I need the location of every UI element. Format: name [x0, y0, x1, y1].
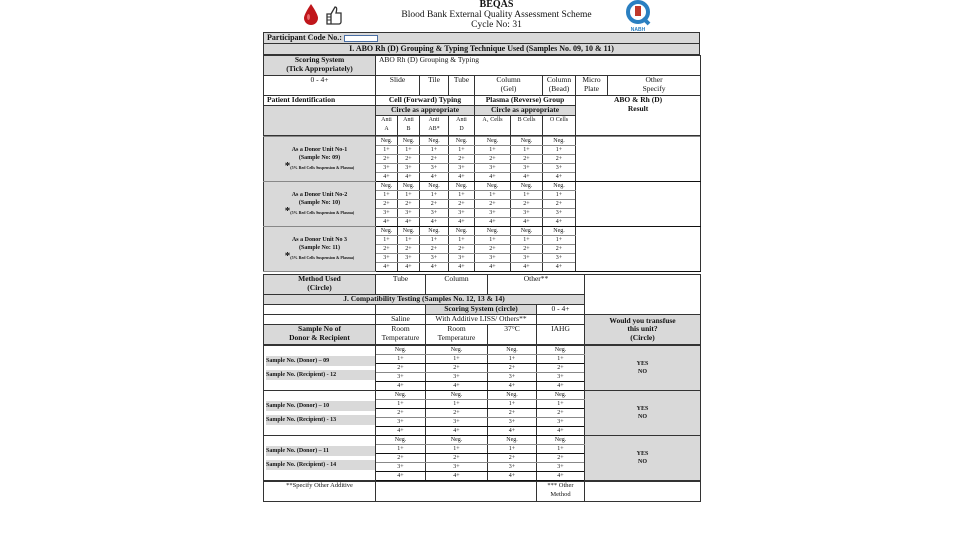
- reagent-anti-b: Anti B: [398, 116, 420, 136]
- compat-grade-option[interactable]: Neg.: [376, 436, 426, 445]
- grade-option[interactable]: 4+: [398, 218, 420, 227]
- beqas-form-page: [263, 0, 700, 540]
- grade-option[interactable]: 4+: [543, 263, 576, 272]
- grade-option[interactable]: 1+: [543, 236, 576, 245]
- method-other[interactable]: Other**: [488, 275, 585, 295]
- reagent-anti-ab: Anti AB*: [420, 116, 449, 136]
- method-used-table: [263, 274, 701, 345]
- grade-option[interactable]: 3+: [475, 209, 511, 218]
- blank-cell: [264, 305, 376, 315]
- compat-grade-option[interactable]: 2+: [537, 364, 585, 373]
- technique-slide[interactable]: Slide: [376, 76, 420, 96]
- abo-rh-result-cell[interactable]: [576, 137, 701, 182]
- compatibility-table: [263, 345, 701, 481]
- grade-option[interactable]: 4+: [475, 263, 511, 272]
- grade-option[interactable]: 1+: [543, 191, 576, 200]
- compat-grade-row: [264, 391, 701, 400]
- grade-option[interactable]: 3+: [376, 164, 398, 173]
- grade-option[interactable]: 1+: [376, 191, 398, 200]
- sample-pair-label: Sample No. (Donor) – 10 Sample No. (Recipient) - 13: [264, 391, 376, 436]
- compat-grade-option[interactable]: 4+: [376, 382, 426, 391]
- grade-option[interactable]: 1+: [398, 191, 420, 200]
- grade-option[interactable]: Neg.: [511, 227, 543, 236]
- technique-other-specify[interactable]: Other Specify: [608, 76, 701, 96]
- compat-grade-option[interactable]: 4+: [537, 427, 585, 436]
- grade-option[interactable]: 4+: [376, 173, 398, 182]
- donor-unit-label: As a Donor Unit No-2 (Sample No: 10) *(5% Red Cells Suspension & Plasma): [264, 182, 376, 227]
- grade-option[interactable]: 4+: [511, 173, 543, 182]
- grade-option[interactable]: 1+: [420, 191, 449, 200]
- grade-option[interactable]: 4+: [475, 173, 511, 182]
- reagent-anti-d: Anti D: [449, 116, 475, 136]
- compat-grade-option[interactable]: 1+: [537, 355, 585, 364]
- grade-option[interactable]: 2+: [398, 200, 420, 209]
- participant-code-label: Participant Code No.:: [267, 33, 342, 42]
- grade-option[interactable]: 2+: [398, 245, 420, 254]
- grade-option[interactable]: 4+: [420, 218, 449, 227]
- reagent-a1-cells: A₁ Cells: [475, 116, 511, 136]
- grade-option[interactable]: 4+: [398, 173, 420, 182]
- technique-tube[interactable]: Tube: [449, 76, 475, 96]
- donor-grade-row: [264, 182, 701, 191]
- compat-grade-option[interactable]: 1+: [426, 400, 488, 409]
- col-37c: 37°C: [488, 325, 537, 345]
- grade-option[interactable]: 1+: [449, 191, 475, 200]
- grade-option[interactable]: Neg.: [475, 182, 511, 191]
- compat-grade-option[interactable]: 2+: [376, 409, 426, 418]
- compat-grade-option[interactable]: 3+: [426, 373, 488, 382]
- donor-grade-row: [264, 227, 701, 236]
- patient-id-blank: [264, 106, 376, 136]
- compat-grade-option[interactable]: 1+: [426, 445, 488, 454]
- grade-option[interactable]: 1+: [511, 191, 543, 200]
- compat-grade-option[interactable]: 3+: [426, 418, 488, 427]
- grade-option[interactable]: Neg.: [398, 137, 420, 146]
- compat-grade-option[interactable]: 2+: [488, 409, 537, 418]
- compat-grade-option[interactable]: 4+: [537, 382, 585, 391]
- compat-grade-option[interactable]: 4+: [376, 472, 426, 481]
- grade-option[interactable]: 4+: [449, 263, 475, 272]
- grade-option[interactable]: 3+: [398, 209, 420, 218]
- grade-option[interactable]: Neg.: [398, 227, 420, 236]
- compat-grade-option[interactable]: 2+: [537, 454, 585, 463]
- compat-grade-option[interactable]: 3+: [426, 463, 488, 472]
- specify-other-additive: **Specify Other Additive: [264, 482, 376, 502]
- grade-option[interactable]: Neg.: [511, 182, 543, 191]
- compat-grade-option[interactable]: 2+: [488, 454, 537, 463]
- grade-option[interactable]: Neg.: [420, 227, 449, 236]
- grade-option[interactable]: Neg.: [420, 182, 449, 191]
- compat-grade-option[interactable]: Neg.: [426, 391, 488, 400]
- grade-option[interactable]: Neg.: [376, 182, 398, 191]
- method-used-label: Method Used (Circle): [264, 275, 376, 295]
- grade-option[interactable]: 3+: [449, 254, 475, 263]
- transfuse-yes-no[interactable]: YES NO: [585, 346, 701, 391]
- compat-grade-option[interactable]: 3+: [537, 463, 585, 472]
- grade-option[interactable]: 1+: [420, 146, 449, 155]
- technique-column-bead[interactable]: Column (Bead): [543, 76, 576, 96]
- compat-grade-option[interactable]: 1+: [537, 445, 585, 454]
- grade-option[interactable]: 2+: [449, 245, 475, 254]
- compat-grade-option[interactable]: 3+: [376, 373, 426, 382]
- grade-option[interactable]: 2+: [376, 200, 398, 209]
- form-title: BEQAS: [479, 0, 514, 10]
- grade-option[interactable]: Neg.: [543, 137, 576, 146]
- col-additive-room-temp: Room Temperature: [426, 325, 488, 345]
- compat-grade-option[interactable]: 4+: [426, 472, 488, 481]
- grade-option[interactable]: Neg.: [449, 227, 475, 236]
- thumbs-up-icon: [325, 5, 343, 25]
- grade-option[interactable]: 1+: [475, 191, 511, 200]
- abo-grouping-table: [263, 55, 701, 136]
- grade-option[interactable]: 1+: [475, 236, 511, 245]
- grade-option[interactable]: 2+: [543, 200, 576, 209]
- compat-grade-option[interactable]: 2+: [426, 364, 488, 373]
- grade-option[interactable]: 1+: [420, 236, 449, 245]
- compat-grade-option[interactable]: 1+: [537, 400, 585, 409]
- grade-option[interactable]: 3+: [475, 164, 511, 173]
- compat-grade-option[interactable]: 2+: [426, 454, 488, 463]
- compat-grade-option[interactable]: 1+: [488, 400, 537, 409]
- col-iahg: IAHG: [537, 325, 585, 345]
- participant-code-row: [263, 32, 700, 44]
- compat-grade-option[interactable]: 4+: [488, 382, 537, 391]
- form-header: [263, 0, 700, 32]
- grade-option[interactable]: 2+: [511, 155, 543, 164]
- grade-option[interactable]: 4+: [376, 263, 398, 272]
- sample-pair-label: Sample No. (Donor) – 11 Sample No. (Recipient) - 14: [264, 436, 376, 481]
- compat-grade-option[interactable]: 2+: [537, 409, 585, 418]
- transfuse-yes-no[interactable]: YES NO: [585, 436, 701, 481]
- compat-grade-option[interactable]: Neg.: [376, 346, 426, 355]
- compat-grade-option[interactable]: Neg.: [537, 346, 585, 355]
- grade-option[interactable]: 2+: [511, 245, 543, 254]
- grade-option[interactable]: 3+: [376, 209, 398, 218]
- other-method-label: *** Other Method: [537, 482, 585, 502]
- blank-cell: [264, 315, 376, 325]
- grade-option[interactable]: 3+: [398, 254, 420, 263]
- patient-identification-header: Patient Identification: [264, 96, 376, 106]
- abo-rh-result-cell[interactable]: [576, 227, 701, 272]
- grade-option[interactable]: 2+: [543, 155, 576, 164]
- compat-grade-row: [264, 346, 701, 355]
- saline-label: Saline: [376, 315, 426, 325]
- blank-cell: [585, 305, 701, 315]
- technique-micro-plate[interactable]: Micro Plate: [576, 76, 608, 96]
- compat-grade-option[interactable]: 4+: [426, 382, 488, 391]
- grade-option[interactable]: 3+: [475, 254, 511, 263]
- compat-grade-option[interactable]: Neg.: [488, 436, 537, 445]
- grade-option[interactable]: 1+: [475, 146, 511, 155]
- transfuse-header: Would you transfuse this unit? (Circle): [585, 315, 701, 345]
- compat-grade-option[interactable]: 4+: [488, 472, 537, 481]
- grade-option[interactable]: 2+: [398, 155, 420, 164]
- blood-drop-icon: [303, 4, 319, 26]
- grade-option[interactable]: 1+: [449, 146, 475, 155]
- grade-option[interactable]: 1+: [449, 236, 475, 245]
- method-tube[interactable]: Tube: [376, 275, 426, 295]
- reagent-b-cells: B Cells: [511, 116, 543, 136]
- grade-option[interactable]: Neg.: [420, 137, 449, 146]
- grade-option[interactable]: 4+: [398, 263, 420, 272]
- form-subtitle: Blood Bank External Quality Assessment Scheme: [401, 10, 592, 20]
- grade-option[interactable]: 1+: [376, 146, 398, 155]
- compat-grade-option[interactable]: 3+: [376, 463, 426, 472]
- section-j-title: J. Compatibility Testing (Samples No. 12, 13 & 14): [264, 295, 585, 305]
- grade-option[interactable]: 2+: [420, 155, 449, 164]
- blank-cell: [537, 315, 585, 325]
- grade-option[interactable]: Neg.: [449, 182, 475, 191]
- abo-rh-result-cell[interactable]: [576, 182, 701, 227]
- grade-option[interactable]: 4+: [420, 263, 449, 272]
- grade-option[interactable]: 2+: [475, 245, 511, 254]
- compat-grade-option[interactable]: 2+: [376, 454, 426, 463]
- compat-grade-option[interactable]: 2+: [426, 409, 488, 418]
- form-titles: [373, 0, 620, 30]
- scoring-system-value: ABO Rh (D) Grouping & Typing: [376, 56, 701, 76]
- compat-grade-option[interactable]: 2+: [376, 364, 426, 373]
- grade-option[interactable]: 2+: [420, 245, 449, 254]
- grade-option[interactable]: Neg.: [398, 182, 420, 191]
- compat-grade-row: [264, 436, 701, 445]
- grade-option[interactable]: 3+: [420, 209, 449, 218]
- grade-option[interactable]: 2+: [543, 245, 576, 254]
- abo-rh-result-header: ABO & Rh (D) Result: [576, 96, 701, 136]
- grade-option[interactable]: 3+: [376, 254, 398, 263]
- compat-grade-option[interactable]: 1+: [376, 400, 426, 409]
- grade-option[interactable]: 3+: [543, 209, 576, 218]
- grade-option[interactable]: 3+: [420, 254, 449, 263]
- compat-grade-option[interactable]: 3+: [488, 373, 537, 382]
- grade-option[interactable]: 4+: [449, 173, 475, 182]
- compat-grade-option[interactable]: Neg.: [376, 391, 426, 400]
- grade-option[interactable]: Neg.: [543, 182, 576, 191]
- nabh-logo-icon: [623, 0, 653, 32]
- grade-option[interactable]: 2+: [376, 245, 398, 254]
- scoring-system-circle-label: Scoring System (circle): [426, 305, 537, 315]
- sample-pair-label: Sample No. (Donor) – 09 Sample No. (Recipient) - 12: [264, 346, 376, 391]
- donor-unit-label: As a Donor Unit No-1 (Sample No: 09) *(5% Red Cells Suspension & Plasma): [264, 137, 376, 182]
- grade-option[interactable]: Neg.: [376, 227, 398, 236]
- grade-option[interactable]: 4+: [511, 263, 543, 272]
- grade-option[interactable]: 1+: [511, 146, 543, 155]
- grade-option[interactable]: 4+: [420, 173, 449, 182]
- grade-option[interactable]: 3+: [449, 164, 475, 173]
- cell-forward-typing-header: Cell (Forward) Typing: [376, 96, 475, 106]
- plasma-reverse-group-header: Plasma (Reverse) Group: [475, 96, 576, 106]
- plasma-circle-note: Circle as appropriate: [475, 106, 576, 116]
- compat-grade-option[interactable]: 1+: [488, 445, 537, 454]
- grade-option[interactable]: 3+: [543, 254, 576, 263]
- compat-grade-option[interactable]: 1+: [376, 355, 426, 364]
- reagent-o-cells: O Cells: [543, 116, 576, 136]
- footer-table: [263, 481, 701, 502]
- compat-grade-option[interactable]: 1+: [376, 445, 426, 454]
- compat-grade-option[interactable]: Neg.: [537, 391, 585, 400]
- grade-option[interactable]: 3+: [511, 254, 543, 263]
- cell-circle-note: Circle as appropriate: [376, 106, 475, 116]
- col-saline-room-temp: Room Temperature: [376, 325, 426, 345]
- blank-cell: [376, 305, 426, 315]
- donor-grade-row: [264, 137, 701, 146]
- grade-option[interactable]: Neg.: [543, 227, 576, 236]
- svg-text:NABH: NABH: [630, 27, 646, 32]
- grade-option[interactable]: 2+: [475, 200, 511, 209]
- compat-grade-option[interactable]: 3+: [537, 373, 585, 382]
- blank-cell: [585, 275, 701, 305]
- method-column[interactable]: Column: [426, 275, 488, 295]
- grade-option[interactable]: 3+: [543, 164, 576, 173]
- grade-option[interactable]: 4+: [449, 218, 475, 227]
- grade-option[interactable]: 2+: [420, 200, 449, 209]
- reagent-anti-a: Anti A: [376, 116, 398, 136]
- technique-column-gel[interactable]: Column (Gel): [475, 76, 543, 96]
- additive-label: With Additive LISS/ Others**: [426, 315, 537, 325]
- grade-option[interactable]: 1+: [398, 146, 420, 155]
- grade-option[interactable]: 1+: [511, 236, 543, 245]
- grade-option[interactable]: 2+: [511, 200, 543, 209]
- transfuse-yes-no[interactable]: YES NO: [585, 391, 701, 436]
- compat-grade-option[interactable]: 1+: [488, 355, 537, 364]
- compat-grade-option[interactable]: 1+: [426, 355, 488, 364]
- compat-grade-option[interactable]: Neg.: [426, 436, 488, 445]
- grade-option[interactable]: Neg.: [475, 137, 511, 146]
- compat-grade-option[interactable]: 4+: [426, 427, 488, 436]
- technique-tile[interactable]: Tile: [420, 76, 449, 96]
- other-method-input[interactable]: [585, 482, 701, 502]
- compat-grade-option[interactable]: Neg.: [426, 346, 488, 355]
- donor-unit-label: As a Donor Unit No 3 (Sample No: 11) *(5% Red Cells Suspension & Plasma): [264, 227, 376, 272]
- scoring-scale-j[interactable]: 0 - 4+: [537, 305, 585, 315]
- participant-code-input[interactable]: [344, 35, 378, 42]
- grade-option[interactable]: 4+: [543, 218, 576, 227]
- grade-option[interactable]: 1+: [376, 236, 398, 245]
- cycle-number: Cycle No: 31: [471, 20, 522, 30]
- grade-option[interactable]: Neg.: [376, 137, 398, 146]
- donor-scoring-table: [263, 136, 701, 272]
- compat-grade-option[interactable]: 4+: [488, 427, 537, 436]
- grade-option[interactable]: 3+: [398, 164, 420, 173]
- grade-option[interactable]: Neg.: [475, 227, 511, 236]
- scoring-scale: 0 - 4+: [264, 76, 376, 96]
- grade-option[interactable]: 3+: [449, 209, 475, 218]
- compat-grade-option[interactable]: 2+: [488, 364, 537, 373]
- grade-option[interactable]: 4+: [376, 218, 398, 227]
- grade-option[interactable]: 3+: [420, 164, 449, 173]
- section-i-title: I. ABO Rh (D) Grouping & Typing Technique Used (Samples No. 09, 10 & 11): [263, 44, 700, 55]
- grade-option[interactable]: 4+: [511, 218, 543, 227]
- grade-option[interactable]: 4+: [475, 218, 511, 227]
- scoring-system-label: Scoring System (Tick Appropriately): [264, 56, 376, 76]
- grade-option[interactable]: 1+: [543, 146, 576, 155]
- compat-grade-option[interactable]: Neg.: [488, 346, 537, 355]
- compat-grade-option[interactable]: 3+: [376, 418, 426, 427]
- sample-no-header: Sample No of Donor & Recipient: [264, 325, 376, 345]
- grade-option[interactable]: 2+: [449, 155, 475, 164]
- grade-option[interactable]: 2+: [475, 155, 511, 164]
- grade-option[interactable]: 2+: [449, 200, 475, 209]
- grade-option[interactable]: Neg.: [449, 137, 475, 146]
- grade-option[interactable]: 1+: [398, 236, 420, 245]
- other-additive-input[interactable]: [376, 482, 537, 502]
- compat-grade-option[interactable]: 3+: [537, 418, 585, 427]
- grade-option[interactable]: 3+: [511, 209, 543, 218]
- compat-grade-option[interactable]: 4+: [376, 427, 426, 436]
- compat-grade-option[interactable]: 4+: [537, 472, 585, 481]
- compat-grade-option[interactable]: Neg.: [537, 436, 585, 445]
- compat-grade-option[interactable]: Neg.: [488, 391, 537, 400]
- compat-grade-option[interactable]: 3+: [488, 418, 537, 427]
- compat-grade-option[interactable]: 3+: [488, 463, 537, 472]
- grade-option[interactable]: 2+: [376, 155, 398, 164]
- grade-option[interactable]: 3+: [511, 164, 543, 173]
- grade-option[interactable]: Neg.: [511, 137, 543, 146]
- grade-option[interactable]: 4+: [543, 173, 576, 182]
